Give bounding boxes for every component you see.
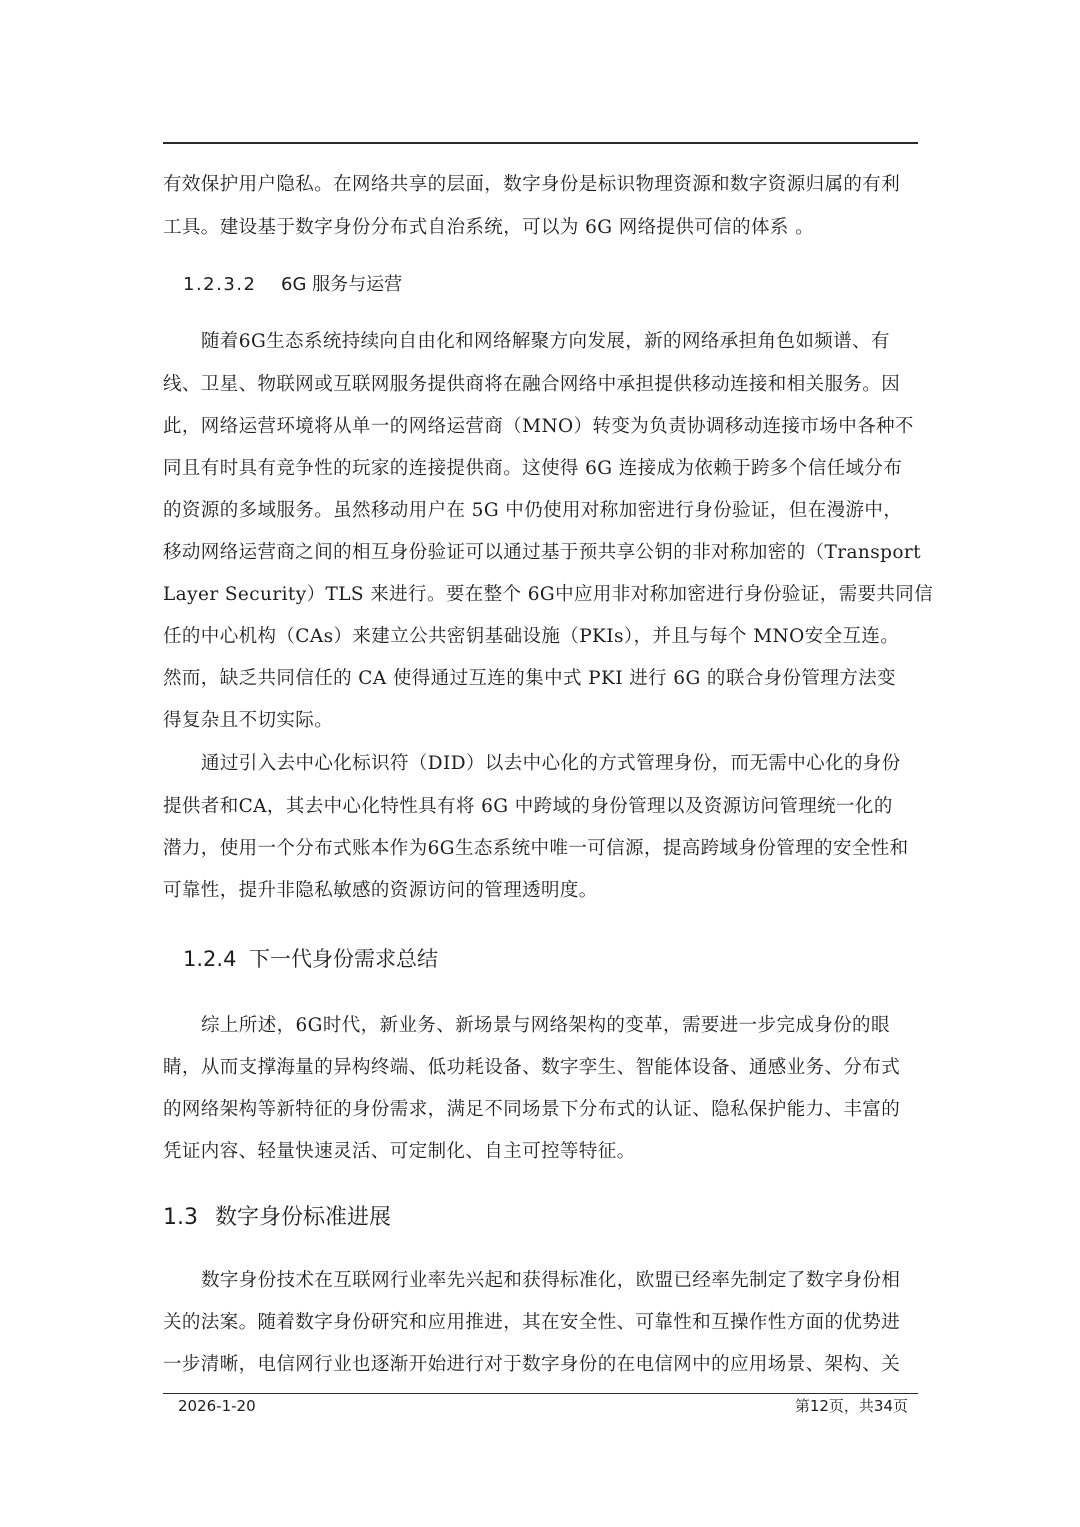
paragraph-line: 综上所述，6G时代，新业务、新场景与网络架构的变革，需要进一步完成身份的眼 bbox=[201, 1015, 890, 1036]
paragraph-line: 得复杂且不切实际。 bbox=[163, 710, 334, 731]
paragraph-line: 通过引入去中心化标识符（DID）以去中心化的方式管理身份，而无需中心化的身份 bbox=[201, 753, 901, 774]
paragraph-line: 然而，缺乏共同信任的 CA 使得通过互连的集中式 PKI 进行 6G 的联合身份管理方法变 bbox=[163, 668, 896, 689]
heading-number: 1.2.4 bbox=[183, 947, 237, 971]
section-heading-124 bbox=[183, 944, 438, 974]
paragraph-line: 潜力，使用一个分布式账本作为6G生态系统中唯一可信源，提高跨域身份管理的安全性和 bbox=[163, 838, 909, 859]
paragraph-line: 任的中心机构（CAs）来建立公共密钥基础设施（PKIs），并且与每个 MNO安全互连。 bbox=[163, 626, 900, 647]
heading-number: 1.3 bbox=[163, 1205, 198, 1230]
section-heading-13 bbox=[163, 1203, 391, 1233]
paragraph-line: 随着6G生态系统持续向自由化和网络解聚方向发展，新的网络承担角色如频谱、有 bbox=[201, 331, 890, 352]
heading-title: 6G 服务与运营 bbox=[281, 274, 403, 295]
footer-page-number: 第12页，共34页 bbox=[794, 1397, 908, 1415]
paragraph-line: 睛，从而支撑海量的异构终端、低功耗设备、数字孪生、智能体设备、通感业务、分布式 bbox=[163, 1057, 901, 1078]
heading-title: 下一代身份需求总结 bbox=[249, 947, 438, 971]
paragraph-line: 此，网络运营环境将从单一的网络运营商（MNO）转变为负责协调移动连接市场中各种不 bbox=[163, 416, 914, 437]
paragraph-line: 移动网络运营商之间的相互身份验证可以通过基于预共享公钥的非对称加密的（Transport bbox=[163, 542, 921, 563]
paragraph-line: 线、卫星、物联网或互联网服务提供商将在融合网络中承担提供移动连接和相关服务。因 bbox=[163, 374, 901, 395]
paragraph-line: 的资源的多域服务。虽然移动用户在 5G 中仍使用对称加密进行身份验证，但在漫游中， bbox=[163, 500, 903, 521]
intro-line: 有效保护用户隐私。在网络共享的层面，数字身份是标识物理资源和数字资源归属的有利 bbox=[163, 174, 901, 195]
paragraph-line: 凭证内容、轻量快速灵活、可定制化、自主可控等特征。 bbox=[163, 1141, 636, 1162]
footer-rule bbox=[163, 1393, 918, 1394]
footer-date: 2026-1-20 bbox=[178, 1397, 256, 1415]
paragraph-line: 一步清晰，电信网行业也逐渐开始进行对于数字身份的在电信网中的应用场景、架构、关 bbox=[163, 1354, 901, 1375]
heading-title: 数字身份标准进展 bbox=[215, 1205, 392, 1230]
header-rule bbox=[163, 142, 918, 144]
paragraph-line: 数字身份技术在互联网行业率先兴起和获得标准化，欧盟已经率先制定了数字身份相 bbox=[201, 1270, 901, 1291]
paragraph-line: 关的法案。随着数字身份研究和应用推进，其在安全性、可靠性和互操作性方面的优势进 bbox=[163, 1312, 901, 1333]
paragraph-line: 同且有时具有竞争性的玩家的连接提供商。这使得 6G 连接成为依赖于跨多个信任域分布 bbox=[163, 458, 903, 479]
heading-number: 1.2.3.2 bbox=[183, 274, 257, 295]
intro-line: 工具。建设基于数字身份分布式自治系统，可以为 6G 网络提供可信的体系 。 bbox=[163, 217, 814, 238]
subsection-heading-1232 bbox=[183, 272, 402, 298]
paragraph-line: Layer Security）TLS 来进行。要在整个 6G中应用非对称加密进行身份验证，需要共同信 bbox=[163, 584, 934, 605]
paragraph-line: 提供者和CA，其去中心化特性具有将 6G 中跨域的身份管理以及资源访问管理统一化的 bbox=[163, 796, 893, 817]
paragraph-line: 的网络架构等新特征的身份需求，满足不同场景下分布式的认证、隐私保护能力、丰富的 bbox=[163, 1099, 901, 1120]
paragraph-line: 可靠性，提升非隐私敏感的资源访问的管理透明度。 bbox=[163, 880, 598, 901]
